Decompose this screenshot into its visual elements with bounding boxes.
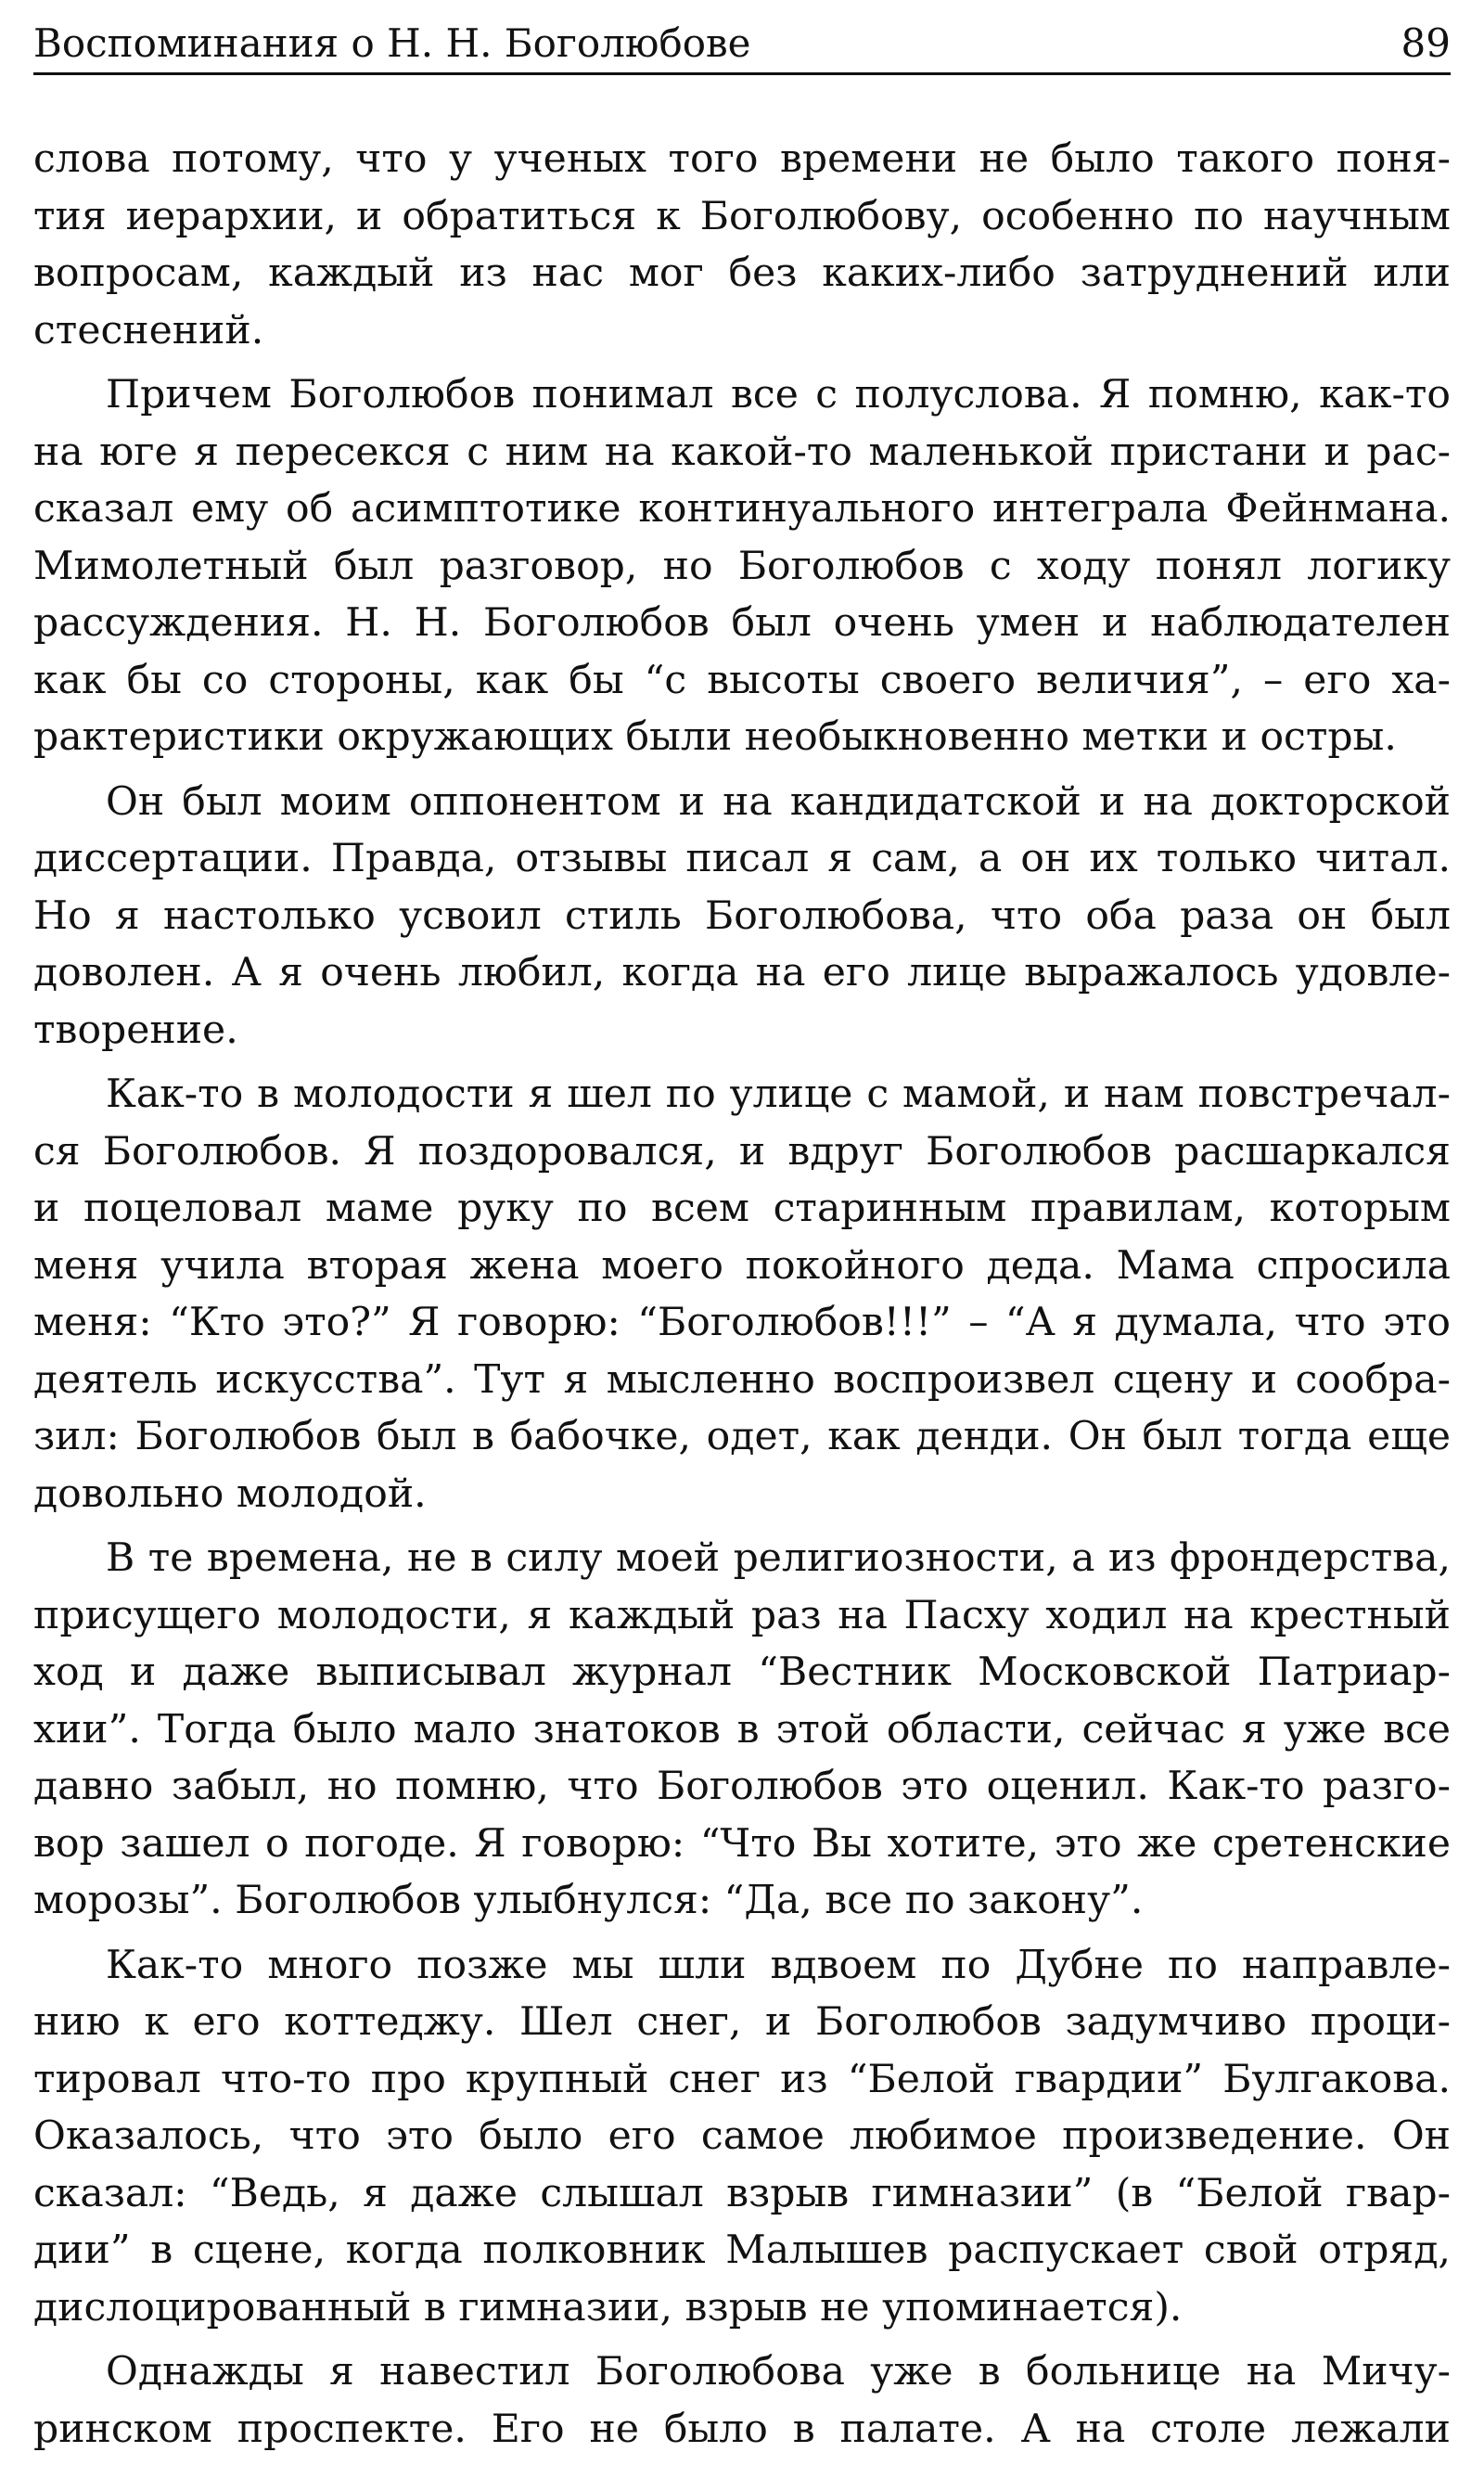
text-line: на юге я пересекся с ним на какой-то маленькой пристани и рас- xyxy=(33,429,1451,475)
text-line: диссертации. Правда, отзывы писал я сам, а он их только читал. xyxy=(33,836,1451,882)
paragraph xyxy=(33,131,1451,359)
text-line: меня учила вторая жена моего покойного деда. Мама спросила xyxy=(33,1242,1451,1289)
text-line: вор зашел о погоде. Я говорю: “Что Вы хотите, это же сретенские xyxy=(33,1820,1451,1867)
text-line: ход и даже выписывал журнал “Вестник Московской Патриар- xyxy=(33,1650,1451,1696)
text-line: рактеристики окружающих были необыкновенно метки и остры. xyxy=(33,714,1397,761)
paragraph xyxy=(33,1937,1451,2337)
text-line: Мимолетный был разговор, но Боголюбов с ходу понял логику xyxy=(33,543,1451,589)
page-number: 89 xyxy=(1401,20,1451,66)
body-text xyxy=(33,131,1451,2458)
text-line: сказал: “Ведь, я даже слышал взрыв гимназии” (в “Белой гвар- xyxy=(33,2170,1451,2216)
running-head-title: Воспоминания о Н. Н. Боголюбове xyxy=(33,20,751,66)
text-line: и поцеловал маме руку по всем старинным правилам, которым xyxy=(33,1186,1451,1232)
text-line: дии” в сцене, когда полковник Малышев распускает свой отряд, xyxy=(33,2228,1451,2274)
text-line: Как-то в молодости я шел по улице с мамой, и нам повстречал- xyxy=(106,1072,1451,1118)
text-line: стеснений. xyxy=(33,307,264,353)
text-line: ся Боголюбов. Я поздоровался, и вдруг Боголюбов расшаркался xyxy=(33,1128,1451,1175)
text-line: творение. xyxy=(33,1007,238,1053)
text-line: Как-то много позже мы шли вдвоем по Дубне по направле- xyxy=(106,1942,1451,1988)
text-line: сказал ему об асимптотике континуального интеграла Фейнмана. xyxy=(33,486,1451,533)
paragraph xyxy=(33,366,1451,766)
text-line: зил: Боголюбов был в бабочке, одет, как денди. Он был тогда еще xyxy=(33,1414,1451,1460)
text-line: Но я настолько усвоил стиль Боголюбова, что оба раза он был xyxy=(33,892,1451,939)
text-line: тия иерархии, и обратиться к Боголюбову, особенно по научным xyxy=(33,193,1451,239)
text-line: В те времена, не в силу моей религиозности, а из фрондерства, xyxy=(106,1535,1451,1582)
text-line: ринском проспекте. Его не было в палате. А на столе лежали xyxy=(33,2406,1451,2452)
text-line: нию к его коттеджу. Шел снег, и Боголюбов задумчиво проци- xyxy=(33,1999,1451,2046)
text-line: Однажды я навестил Боголюбова уже в больнице на Мичу- xyxy=(106,2349,1451,2395)
text-line: морозы”. Боголюбов улыбнулся: “Да, все по закону”. xyxy=(33,1878,1144,1924)
text-line: как бы со стороны, как бы “с высоты своего величия”, – его ха- xyxy=(33,657,1451,703)
text-line: доволен. А я очень любил, когда на его лице выражалось удовле- xyxy=(33,950,1451,996)
text-line: Причем Боголюбов понимал все с полуслова. Я помню, как-то xyxy=(106,372,1451,418)
paragraph xyxy=(33,1066,1451,1522)
text-line: довольно молодой. xyxy=(33,1470,427,1517)
text-line: хии”. Тогда было мало знатоков в этой области, сейчас я уже все xyxy=(33,1706,1451,1753)
text-line: Оказалось, что это было его самое любимое произведение. Он xyxy=(33,2113,1451,2160)
text-line: деятель искусства”. Тут я мысленно воспроизвел сцену и сообра- xyxy=(33,1356,1451,1403)
text-line: дислоцированный в гимназии, взрыв не упоминается). xyxy=(33,2284,1183,2330)
text-line: Он был моим оппонентом и на кандидатской и на докторской xyxy=(106,778,1451,825)
text-line: тировал что-то про крупный снег из “Белой гвардии” Булгакова. xyxy=(33,2056,1451,2102)
book-page xyxy=(33,20,1451,2465)
text-line: давно забыл, но помню, что Боголюбов это оценил. Как-то разго- xyxy=(33,1764,1451,1810)
paragraph xyxy=(33,2343,1451,2458)
paragraph xyxy=(33,1530,1451,1930)
text-line: слова потому, что у ученых того времени не было такого поня- xyxy=(33,136,1451,183)
paragraph xyxy=(33,774,1451,1059)
running-head xyxy=(33,20,1451,75)
text-line: присущего молодости, я каждый раз на Пасху ходил на крестный xyxy=(33,1592,1451,1638)
text-line: меня: “Кто это?” Я говорю: “Боголюбов!!!” – “А я думала, что это xyxy=(33,1300,1451,1346)
text-line: рассуждения. Н. Н. Боголюбов был очень умен и наблюдателен xyxy=(33,600,1451,647)
text-line: вопросам, каждый из нас мог без каких-либо затруднений или xyxy=(33,250,1451,297)
